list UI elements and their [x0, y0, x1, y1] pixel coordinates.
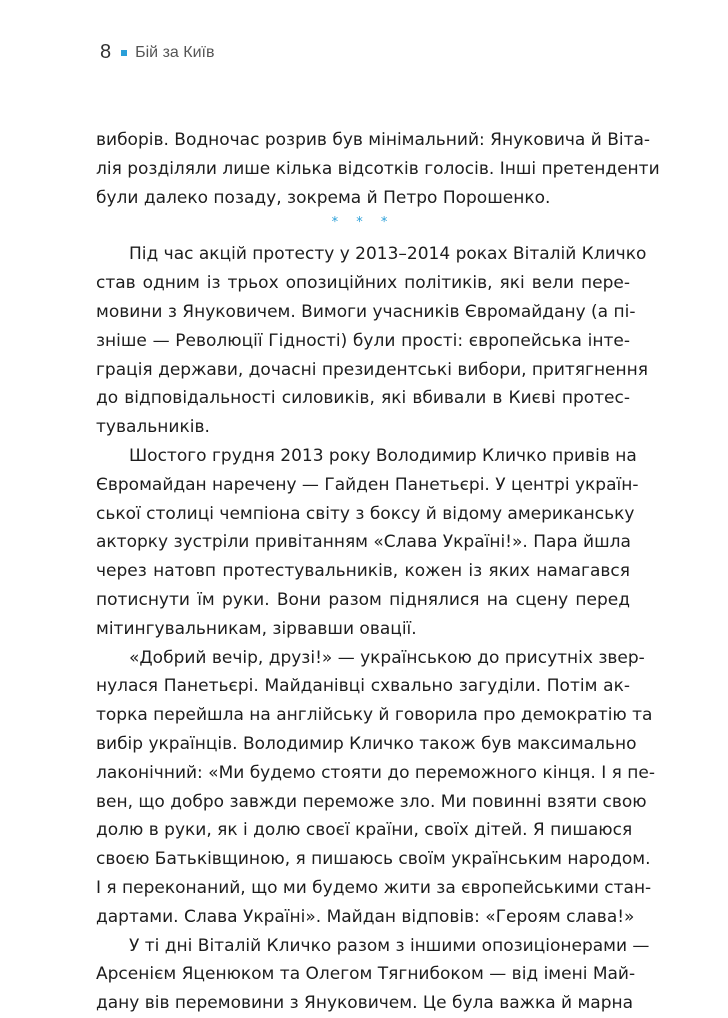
running-title: Бій за Київ — [135, 43, 215, 61]
page-body — [96, 126, 660, 1018]
text-line: став одним із трьох опозиційних політиків, які вели пере- — [96, 273, 630, 294]
text-line: вен, що добро завжди переможе зло. Ми повинні взяти свою — [96, 791, 647, 812]
paragraph — [96, 240, 648, 442]
text-line: нулася Панетьєрі. Майданівці схвально загуділи. Потім ак- — [96, 676, 630, 697]
text-line: дану вів перемовини з Януковичем. Це була важка й марна — [96, 993, 634, 1014]
header-bullet-icon — [121, 50, 127, 56]
paragraph — [96, 442, 639, 644]
text-line: ської столиці чемпіона світу з боксу й відому американську — [96, 503, 635, 524]
section-separator: * * * — [331, 215, 395, 231]
text-line: торка перейшла на англійську й говорила про демократію та — [96, 705, 653, 726]
text-line: Арсенієм Яценюком та Олегом Тягнибоком — від імені Май- — [96, 964, 636, 985]
text-line: лія розділяли лише кілька відсотків голосів. Інші претенденти — [96, 158, 660, 179]
page-number: 8 — [100, 41, 112, 63]
running-header — [100, 41, 214, 64]
text-line: У ті дні Віталій Кличко разом з іншими опозиціонерами — — [129, 935, 650, 956]
text-line: грація держави, дочасні президентські вибори, притягнення — [96, 359, 648, 380]
text-line: вибір українців. Володимир Кличко також був максимально — [96, 733, 637, 754]
text-line: долю в руки, як і долю своєї країни, своїх дітей. Я пишаюся — [96, 820, 633, 841]
text-line: акторку зустріли привітанням «Слава Україні!». Пара йшла — [96, 532, 631, 553]
text-line: «Добрий вечір, друзі!» — українською до присутніх звер- — [129, 647, 645, 668]
text-line: виборів. Водночас розрив був мінімальний: Януковича й Віта- — [96, 130, 651, 150]
text-line: були далеко позаду, зокрема й Петро Порошенко. — [96, 187, 551, 208]
text-line: Шостого грудня 2013 року Володимир Кличко привів на — [129, 445, 637, 466]
text-line: потиснути їм руки. Вони разом піднялися на сцену перед — [96, 589, 630, 610]
text-line: мітингувальникам, зірвавши овації. — [96, 618, 417, 639]
text-line: тувальників. — [96, 417, 210, 438]
paragraph — [96, 126, 660, 212]
text-line: І я переконаний, що ми будемо жити за європейськими стан- — [96, 877, 652, 898]
text-line: мовини з Януковичем. Вимоги учасників Євромайдану (а пі- — [96, 301, 636, 322]
text-line: своєю Батьківщиною, я пишаюсь своїм українським народом. — [96, 849, 651, 870]
text-line: лаконічний: «Ми будемо стояти до переможного кінця. І я пе- — [96, 762, 655, 783]
text-line: дартами. Слава Україні». Майдан відповів: «Героям слава!» — [96, 906, 635, 927]
text-line: через натовп протестувальників, кожен із яких намагався — [96, 561, 630, 582]
paragraph — [96, 644, 655, 932]
text-line: зніше — Революції Гідності) були прості: європейська інте- — [96, 330, 630, 351]
text-line: Під час акцій протесту у 2013–2014 роках Віталій Кличко — [129, 244, 647, 265]
paragraph — [96, 932, 650, 1018]
text-line: Євромайдан наречену — Гайден Панетьєрі. У центрі україн- — [96, 474, 639, 495]
text-line: до відповідальності силовиків, які вбивали в Києві протес- — [96, 388, 630, 409]
